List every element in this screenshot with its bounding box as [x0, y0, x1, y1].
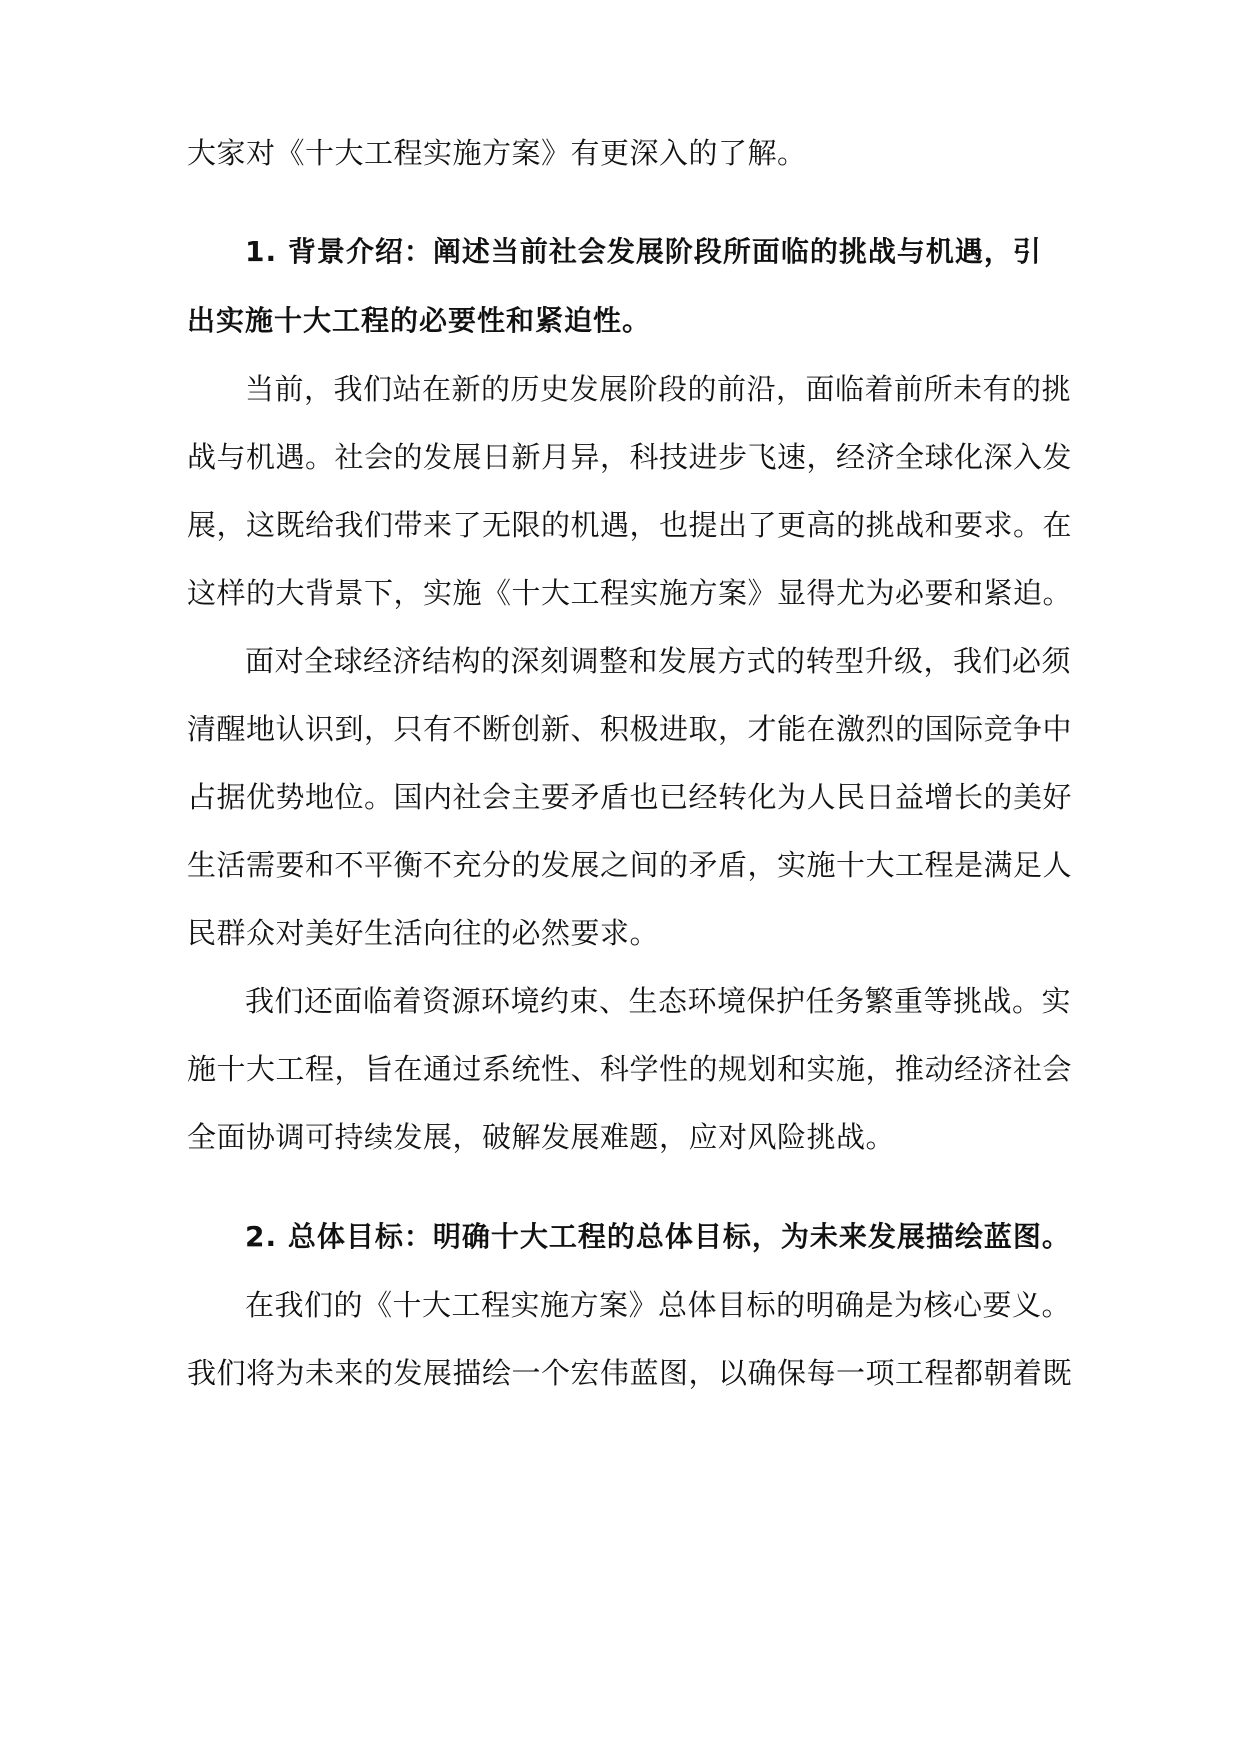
section1-heading-line1: 1. 背景介绍：阐述当前社会发展阶段所面临的挑战与机遇，引: [245, 235, 1042, 268]
intro-tail-text: 大家对《十大工程实施方案》有更深入的了解。: [187, 136, 807, 170]
section1-p2-line4: 生活需要和不平衡不充分的发展之间的矛盾，实施十大工程是满足人: [187, 848, 1073, 882]
section1-p2-line2: 清醒地认识到，只有不断创新、积极进取，才能在激烈的国际竞争中: [187, 712, 1073, 746]
section2-p1-line1: 在我们的《十大工程实施方案》总体目标的明确是为核心要义。: [245, 1288, 1072, 1322]
section1-heading-line2: 出实施十大工程的必要性和紧迫性。: [187, 304, 652, 337]
section1-p1-line1: 当前，我们站在新的历史发展阶段的前沿，面临着前所未有的挑: [245, 372, 1072, 406]
section1-p3-line2: 施十大工程，旨在通过系统性、科学性的规划和实施，推动经济社会: [187, 1052, 1073, 1086]
section1-p2-line3: 占据优势地位。国内社会主要矛盾也已经转化为人民日益增长的美好: [187, 780, 1073, 814]
section1-p3-line3: 全面协调可持续发展，破解发展难题，应对风险挑战。: [187, 1120, 896, 1154]
section1-p1-line3: 展，这既给我们带来了无限的机遇，也提出了更高的挑战和要求。在: [187, 508, 1073, 542]
section1-p1-line4: 这样的大背景下，实施《十大工程实施方案》显得尤为必要和紧迫。: [187, 576, 1073, 610]
section1-p2-line5: 民群众对美好生活向往的必然要求。: [187, 916, 660, 950]
section1-p3-line1: 我们还面临着资源环境约束、生态环境保护任务繁重等挑战。实: [245, 984, 1072, 1018]
section2-p1-line2: 我们将为未来的发展描绘一个宏伟蓝图，以确保每一项工程都朝着既: [187, 1356, 1073, 1390]
section1-p2-line1: 面对全球经济结构的深刻调整和发展方式的转型升级，我们必须: [245, 644, 1072, 678]
section2-heading: 2. 总体目标：明确十大工程的总体目标，为未来发展描绘蓝图。: [245, 1220, 1071, 1253]
section1-p1-line2: 战与机遇。社会的发展日新月异，科技进步飞速，经济全球化深入发: [187, 440, 1073, 474]
